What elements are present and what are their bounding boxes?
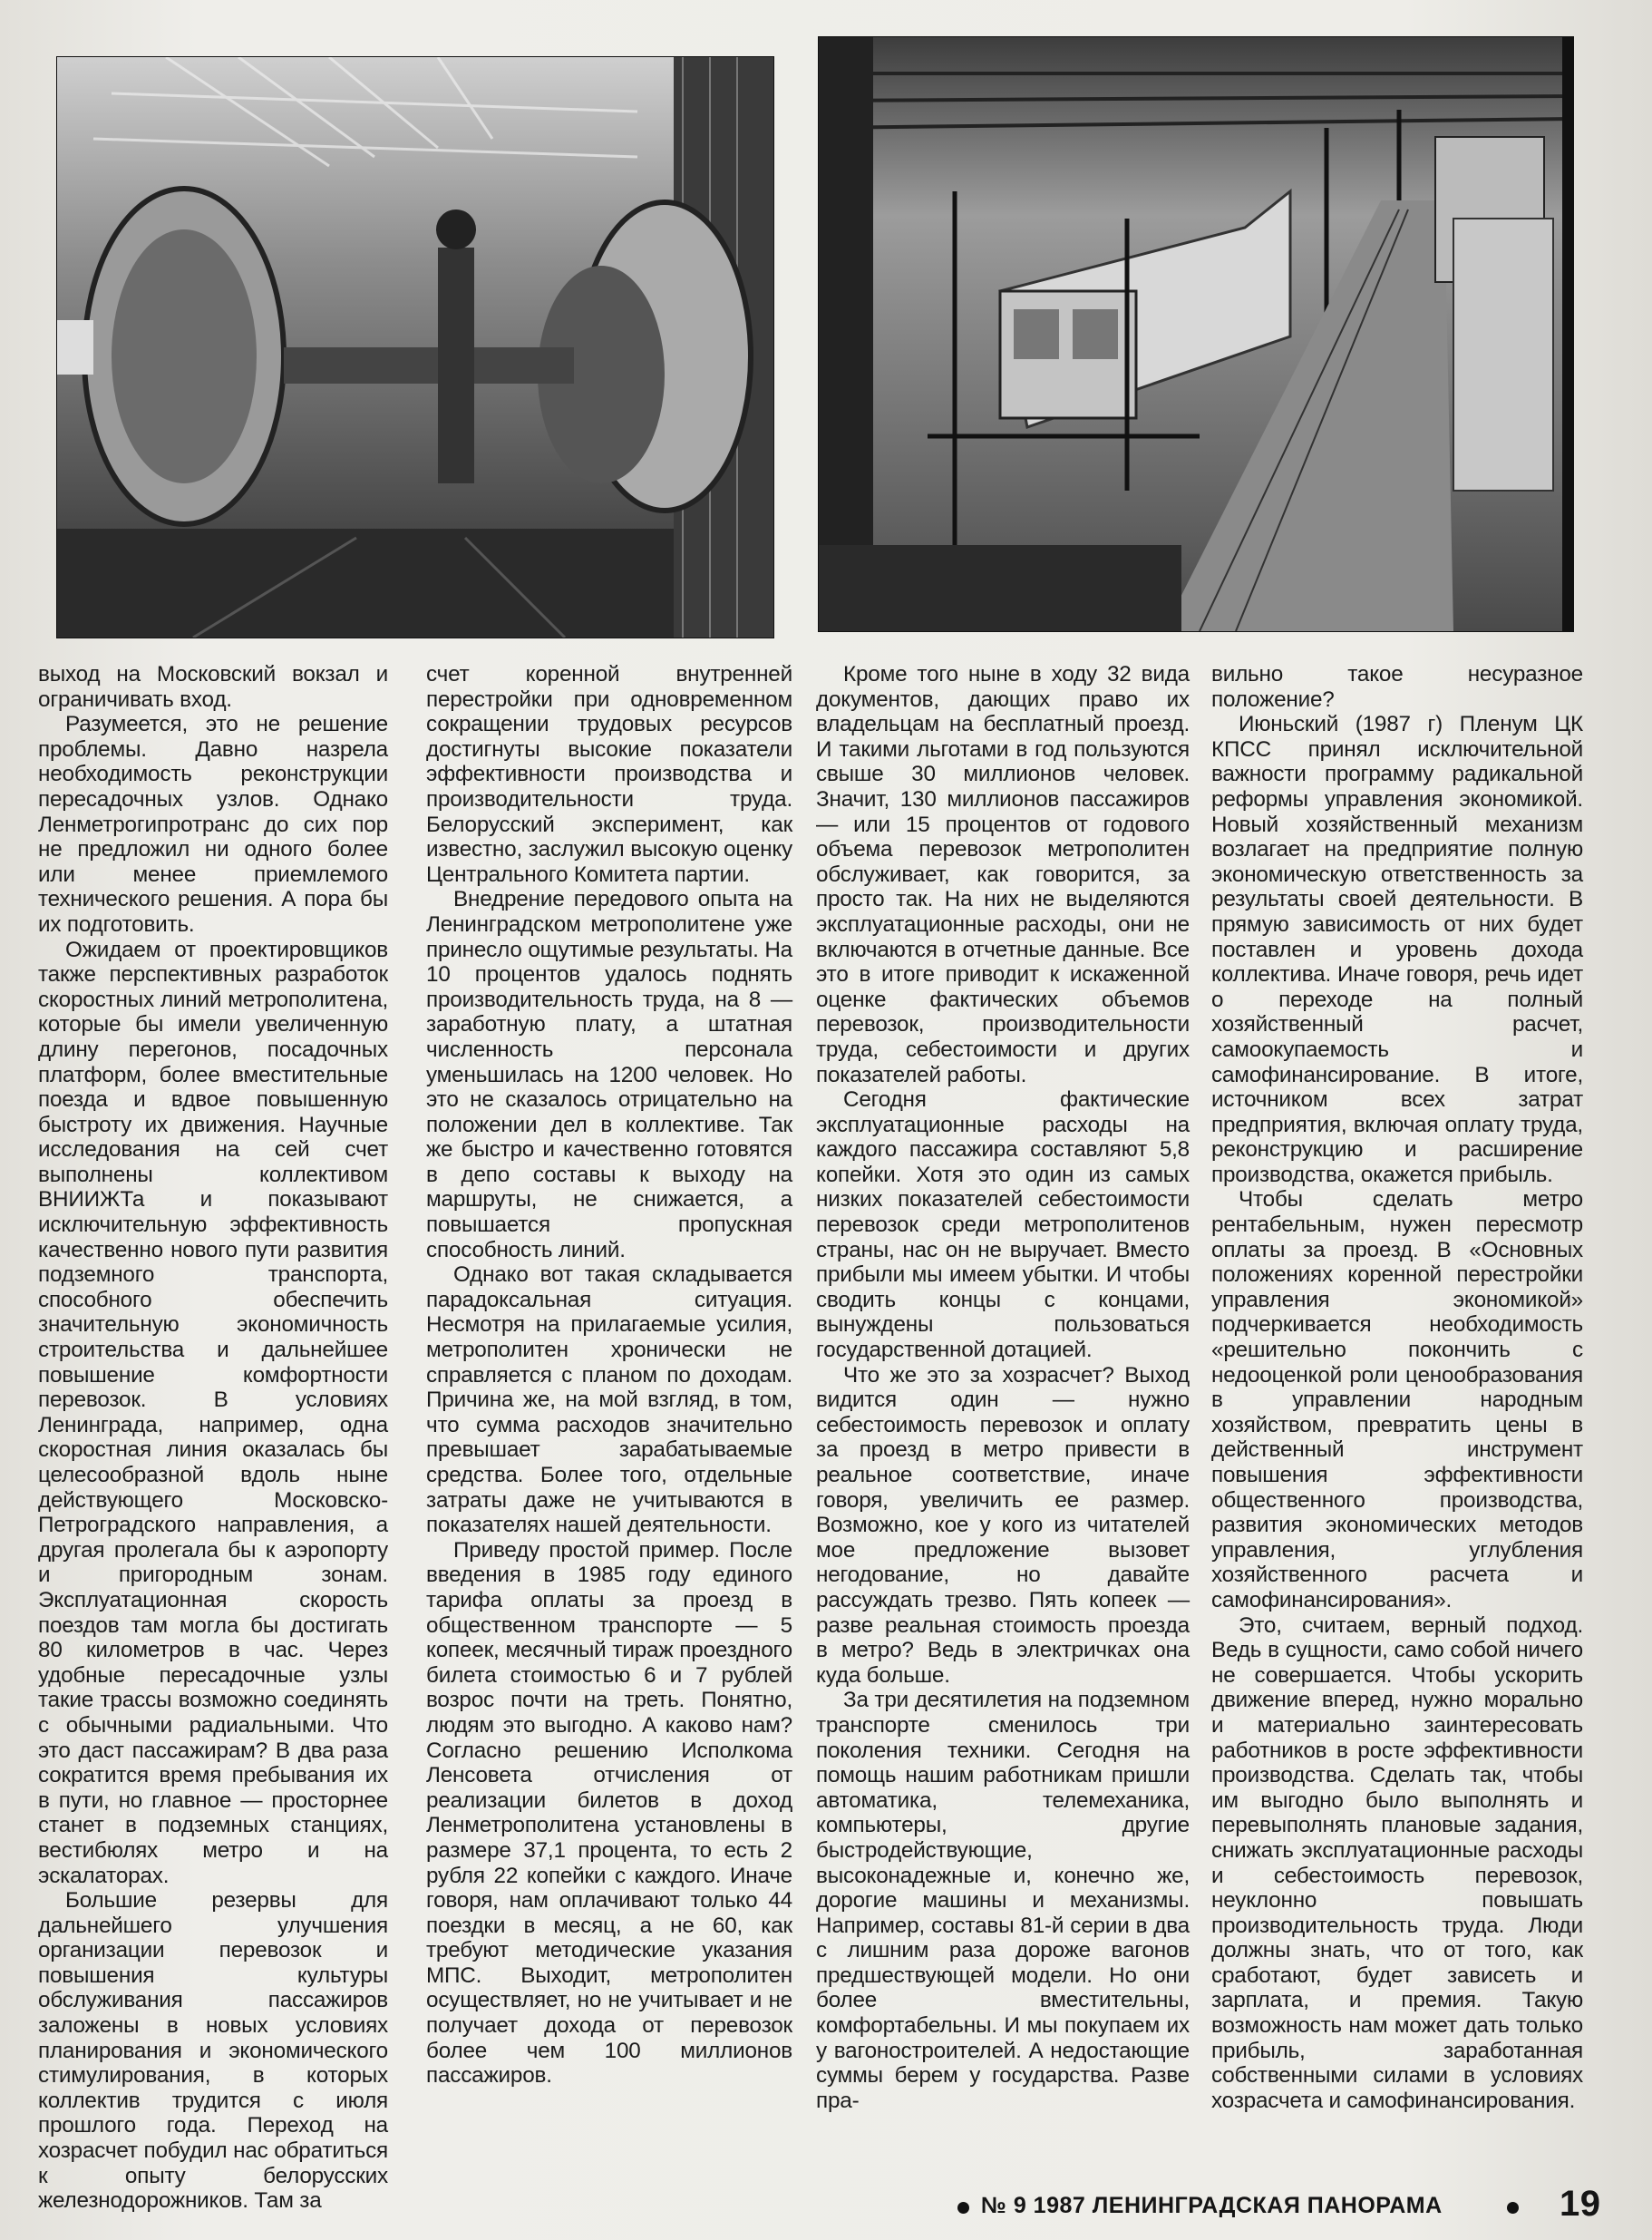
paragraph: Сегодня фактические эксплуатационные расходы на каждого пассажира составляют 5,8 копейки. Хотя это один из самых низких показателей себестоимости перевозок среди метрополитенов страны, нас он не выручает. Вместо прибыли мы имеем убытки. И чтобы сводить концы с концами, вынуждены пользоваться государственной дотацией. <box>816 1087 1190 1363</box>
issue-line: № 9 1987 ЛЕНИНГРАДСКАЯ ПАНОРАМА <box>981 2193 1443 2218</box>
metro-depot-photo-icon <box>819 37 1573 631</box>
paragraph: Июньский (1987 г) Пленум ЦК КПСС принял исключительной важности программу радикальной реформы управления экономикой. Новый хозяйственный механизм возлагает на предприятие полную экономическую ответственность за результаты своей деятельности. В прямую зависимость от них будет поставлен и уровень дохода коллектива. Иначе говоря, речь идет о переходе на полный хозяйственный расчет, самоокупаемость и самофинансирование. В итоге, источником всех затрат предприятия, включая оплату труда, реконструкцию и расширение производства, окажется прибыль. <box>1211 712 1583 1187</box>
paragraph: счет коренной внутренней перестройки при одновременном сокращении трудовых ресурсов достигнуты высокие показатели эффективности производства и производительности труда. Белорусский эксперимент, как известно, заслужил высокую оценку Центрального Комитета партии. <box>426 662 792 887</box>
photo-metro-depot-cars <box>818 36 1574 632</box>
page-number: 19 <box>1560 2184 1601 2224</box>
paragraph: Внедрение передового опыта на Ленинградском метрополитене уже принесло ощутимые результаты. На 10 процентов удалось поднять производительность труда, на 8 — заработную плату, а штатная численность персонала уменьшилась на 1200 человек. Но это не сказалось отрицательно на положении дел в коллективе. Так же быстро и качественно готовятся в депо составы к выходу на маршруты, не снижается, а повышается пропускная способность линий. <box>426 887 792 1262</box>
paragraph: Разумеется, это не решение проблемы. Давно назрела необходимость реконструкции пересадочных узлов. Однако Ленметрогипротранс до сих пор не предложил ни одного более или менее приемлемого технического решения. А пора бы их подготовить. <box>38 712 388 937</box>
text-column-1 <box>38 662 388 2214</box>
paragraph: Ожидаем от проектировщиков также перспективных разработок скоростных линий метрополитена, которые бы имели увеличенную длину перегонов, посадочных платформ, более вместительные поезда и вдвое повышенную быстроту их движения. Научные исследования на сей счет выполнены коллективом ВНИИЖТа и показывают исключительную эффективность качественно нового пути развития подземного транспорта, способного обеспечить значительную экономичность строительства и дальнейшее повышение комфортности перевозок. В условиях Ленинграда, например, одна скоростная линия оказалась бы целесообразной вдоль ныне действующего Московско-Петроградского направления, а другая пролегала бы к аэропорту и пригородным зонам. Эксплуатационная скорость поездов там могла бы достигать 80 километров в час. Через удобные пересадочные узлы такие трассы возможно соединять с обычными радиальными. Что это даст пассажирам? В два раза сократится время пребывания их в пути, но главное — просторнее станет в подземных станциях, вестибюлях метро и на эскалаторах. <box>38 937 388 1888</box>
paragraph: выход на Московский вокзал и ограничивать вход. <box>38 662 388 712</box>
text-column-3 <box>816 662 1190 2113</box>
paragraph: Большие резервы для дальнейшего улучшения организации перевозок и повышения культуры обслуживания пассажиров заложены в новых условиях планирования и экономического стимулирования, в которых коллектив трудится с июля прошлого года. Переход на хозрасчет побудил нас обратиться к опыту белорусских железнодорожников. Там за <box>38 1888 388 2214</box>
paragraph: вильно такое несуразное положение? <box>1211 662 1583 712</box>
paragraph: За три десятилетия на подземном транспорте сменилось три поколения техники. Сегодня на помощь нашим работникам пришли автоматика, телемеханика, компьютеры, другие быстродействующие, высоконадежные и, конечно же, дорогие машины и механизмы. Например, составы 81-й серии в два с лишним раза дороже вагонов предшествующей модели. Но они более вместительны, комфортабельны. И мы покупаем их у вагоностроителей. А недостающие суммы берем у государства. Разве пра- <box>816 1688 1190 2113</box>
paragraph: Кроме того ныне в ходу 32 вида документов, дающих право их владельцам на бесплатный проезд. И такими льготами в год пользуются свыше 30 миллионов человек. Значит, 130 миллионов пассажиров — или 15 процентов от годового объема перевозок метрополитен обслуживает, как говорится, за просто так. На них не выделяются эксплуатационные расходы, они не включаются в отчетные данные. Все это в итоге приводит к искаженной оценке фактических объемов перевозок, производительности труда, себестоимости и других показателей работы. <box>816 662 1190 1087</box>
paragraph: Приведу простой пример. После введения в 1985 году единого тарифа оплаты за проезд в общественном транспорте — 5 копеек, месячный тираж проездного билета стоимостью 6 и 7 рублей возрос почти на треть. Понятно, людям это выгодно. А каково нам? Согласно решению Исполкома Ленсовета отчисления от реализации билетов в доход Ленметрополитена установлены в размере 37,1 процента, то есть 2 рубля 22 копейки с каждого. Иначе говоря, нам оплачивают только 44 поездки в месяц, а не 60, как требуют методические указания МПС. Выходит, метрополитен осуществляет, но не учитывает и не получает дохода от перевозок более чем 100 миллионов пассажиров. <box>426 1537 792 2089</box>
paragraph: Это, считаем, верный подход. Ведь в сущности, само собой ничего не совершается. Чтобы ускорить движение вперед, нужно морально и материально заинтересовать работников в росте эффективности производства. Сделать так, чтобы им выгодно было выполнять и перевыполнять плановые задания, снижать эксплуатационные расходы и себестоимость перевозок, неуклонно повышать производительность труда. Люди должны знать, что от того, как сработают, будет зависеть и зарплата, и премия. Такую возможность нам может дать только прибыль, заработанная собственными силами в условиях хозрасчета и самофинансирования. <box>1211 1612 1583 2113</box>
bullet-dot-icon <box>957 2202 969 2214</box>
photo-wheel-lathe-workshop <box>56 56 774 638</box>
wheel-lathe-photo-icon <box>57 57 773 638</box>
text-column-2 <box>426 662 792 2089</box>
text-column-4 <box>1211 662 1583 2113</box>
page-footer <box>934 2184 1623 2225</box>
paragraph: Чтобы сделать метро рентабельным, нужен пересмотр оплаты за проезд. В «Основных положениях коренной перестройки управления экономикой» подчеркивается необходимость «решительно покончить с недооценкой роли ценообразования в управлении народным хозяйством, превратить цены в действенный инструмент повышения эффективности общественного производства, развития экономических методов управления, углубления хозяйственного расчета и самофинансирования». <box>1211 1187 1583 1612</box>
paragraph: Однако вот такая складывается парадоксальная ситуация. Несмотря на прилагаемые усилия, метрополитен хронически не справляется с планом по доходам. Причина же, на мой взгляд, в том, что сумма расходов значительно превышает зарабатываемые средства. Более того, отдельные затраты даже не учитываются в показателях нашей деятельности. <box>426 1262 792 1538</box>
bullet-dot-icon <box>1507 2202 1519 2214</box>
paragraph: Что же это за хозрасчет? Выход видится один — нужно себестоимость перевозок и оплату за проезд в метро привести в реальное соответствие, иначе говоря, увеличить ее размер. Возможно, кое у кого из читателей мое предложение вызовет негодование, но давайте рассуждать трезво. Пять копеек — разве реальная стоимость проезда в метро? Ведь в электричках она куда больше. <box>816 1362 1190 1688</box>
